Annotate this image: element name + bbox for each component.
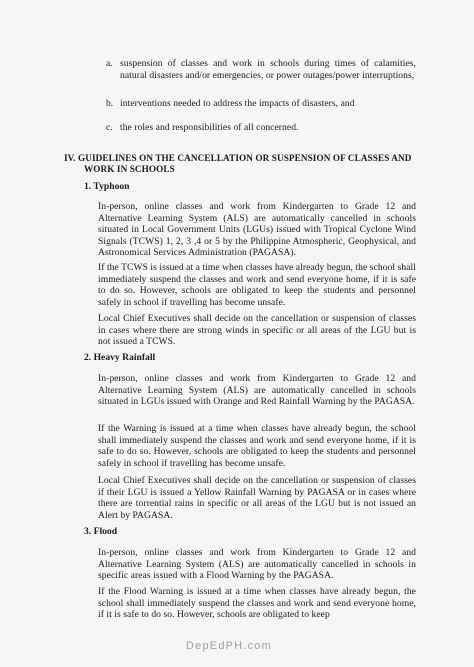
list-item-c: the roles and responsibilities of all concerned. (120, 122, 299, 133)
rainfall-heading: 2. Heavy Rainfall (84, 352, 156, 363)
typhoon-heading: 1. Typhoon (84, 181, 130, 192)
rainfall-paragraph-2: If the Warning is issued at a time when classes have already begun, the school shall immediately suspend the classes and work and send everyone home, if it is safe to do so. However, schools are obligated to keep the students and personnel safely in school if travelling has become unsafe. (98, 423, 416, 469)
typhoon-paragraph-3: Local Chief Executives shall decide on the cancellation or suspension of classes in cases where there are strong winds in specific or all areas of the LGU but is not issued a TCWS. (98, 313, 416, 348)
list-letter-b: b. (106, 98, 114, 109)
rainfall-paragraph-1: In-person, online classes and work from Kindergarten to Grade 12 and Alternative Learning System (ALS) are automatically cancelled in schools situated in LGUs issued with Orange and Red Rainfall Warning by the PAGASA. (98, 373, 416, 408)
flood-paragraph-2: If the Flood Warning is issued at a time when classes have already begun, the school shall immediately suspend the classes and work and send everyone home, if it is safe to do so. However, schools are obligated to keep (98, 586, 416, 621)
typhoon-paragraph-1: In-person, online classes and work from Kindergarten to Grade 12 and Alternative Learning System (ALS) are automatically cancelled in schools situated in Local Government Units (LGUs) issued with Tropical Cyclone Wind Signals (TCWS) 1, 2, 3 ,4 or 5 by the Philippine Atmospheric, Geophysical, and Astronomical Services Administration (PAGASA). (98, 201, 416, 259)
flood-heading: 3. Flood (84, 526, 118, 537)
section-heading-continued: WORK IN SCHOOLS (84, 164, 175, 174)
list-letter-c: c. (106, 122, 113, 133)
flood-paragraph-1: In-person, online classes and work from Kindergarten to Grade 12 and Alternative Learning System (ALS) are automatically cancelled in schools in specific areas issued with a Flood Warning by the PAGASA. (98, 547, 416, 582)
list-letter-a: a. (106, 58, 113, 69)
footer-watermark: DepEdPH.com (186, 640, 272, 652)
list-item-b: interventions needed to address the impacts of disasters, and (120, 98, 355, 109)
section-heading: IV. GUIDELINES ON THE CANCELLATION OR SUSPENSION OF CLASSES AND (64, 153, 412, 163)
rainfall-paragraph-3: Local Chief Executives shall decide on the cancellation or suspension of classes if their LGU is issued a Yellow Rainfall Warning by PAGASA or in cases where there are torrential rains in specific or all areas of the LGU but is not issued an Alert by PAGASA. (98, 475, 416, 521)
list-item-a: suspension of classes and work in schools during times of calamities, natural disasters and/or emergencies, or power outages/power interruptions, (120, 58, 416, 81)
typhoon-paragraph-2: If the TCWS is issued at a time when classes have already begun, the school shall immediately suspend the classes and work and send everyone home, if it is safe to do so. However, schools are obligated to keep the students and personnel safely in school if travelling has become unsafe. (98, 262, 416, 308)
